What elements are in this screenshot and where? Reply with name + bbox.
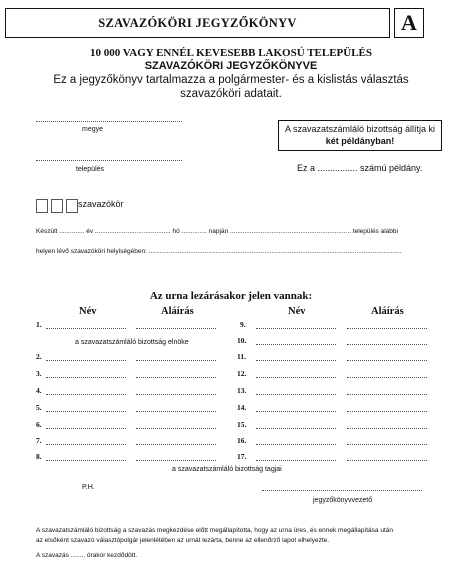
code-box-1[interactable] [36,199,48,213]
name-line[interactable] [256,411,336,412]
note-line-1: A szavazatszámláló bizottság állítja ki [284,124,436,134]
members-label: a szavazatszámláló bizottság tagjai [172,466,282,473]
row-number: 3. [36,369,42,378]
megye-label: megye [82,126,104,133]
name-line[interactable] [256,377,336,378]
footer-line-2: az elsőként szavazó választópolgár jelenlétében az urnát lezárta, benne az ellenőrző lapot elhelyezte. [36,537,330,544]
form-letter: A [401,10,417,35]
name-line[interactable] [46,360,126,361]
name-line[interactable] [256,460,336,461]
row-number: 2. [36,352,42,361]
instruction-note [278,120,442,151]
prepared-line-2: helyen lévő szavazóköri helyiségében: ............................................................................................................................................ [36,248,402,255]
signature-line[interactable] [136,428,216,429]
signature-line[interactable] [347,411,427,412]
voting-start-time[interactable]: A szavazás ........ órakor kezdődött. [36,552,138,559]
title-line-2: SZAVAZÓKÖRI JEGYZŐKÖNYVE [144,60,318,72]
signature-line[interactable] [347,444,427,445]
signature-line[interactable] [136,360,216,361]
code-box-2[interactable] [51,199,63,213]
name-line[interactable] [256,394,336,395]
name-line[interactable] [256,444,336,445]
signature-line[interactable] [136,460,216,461]
row-number: 10. [237,336,247,345]
signature-line[interactable] [136,411,216,412]
col-header-name-right: Név [288,306,306,317]
signature-line[interactable] [347,428,427,429]
presence-title: Az urna lezárásakor jelen vannak: [149,290,313,302]
name-line[interactable] [46,394,126,395]
row-number: 11. [237,352,246,361]
name-line[interactable] [46,328,126,329]
name-line[interactable] [256,360,336,361]
signature-line[interactable] [347,377,427,378]
telepules-label: település [76,166,105,173]
row-number: 13. [237,386,247,395]
col-header-signature-left: Aláírás [161,306,194,317]
row-number: 12. [237,369,247,378]
row-number: 14. [237,403,247,412]
name-line[interactable] [256,344,336,345]
name-line[interactable] [256,428,336,429]
row-number: 4. [36,386,42,395]
signature-line[interactable] [136,328,216,329]
name-line[interactable] [46,411,126,412]
row-number: 6. [36,420,42,429]
footer-line-1: A szavazatszámláló bizottság a szavazás megkezdése előtt megállapította, hogy az urna üres, és ennek megállapítása után [36,527,393,534]
footer-statement [36,526,436,546]
signature-line[interactable] [136,444,216,445]
row-number: 16. [237,436,247,445]
chair-label: a szavazatszámláló bizottság elnöke [75,339,189,346]
signature-line[interactable] [347,328,427,329]
row-number: 15. [237,420,247,429]
megye-input-line[interactable] [36,121,182,122]
row-number: 9. [240,320,246,329]
title-line-3: Ez a jegyzőkönyv tartalmazza a polgármester- és a kislistás választás [53,74,409,86]
form-title-box [5,8,390,38]
document-titles [0,47,462,101]
title-line-4: szavazóköri adatait. [180,88,282,100]
col-header-name-left: Név [79,306,97,317]
title-line-1: 10 000 VAGY ENNÉL KEVESEBB LAKOSÚ TELEPÜLÉS [89,47,372,59]
copy-number-field[interactable]: Ez a ................ számú példány. [297,163,423,173]
row-number: 8. [36,452,42,461]
prepared-line-1: Készült .............. év .......................................... hó .............. napján ................................................................... település alábbi [36,228,398,235]
form-letter-box [394,8,424,38]
polling-station-code-boxes[interactable] [36,199,78,213]
code-box-3[interactable] [66,199,78,213]
row-number: 17. [237,452,247,461]
telepules-input-line[interactable] [36,160,182,161]
signature-line[interactable] [347,394,427,395]
stamp-label: P.H. [82,484,95,491]
recorder-label: jegyzőkönyvvezető [313,497,373,504]
signature-line[interactable] [136,377,216,378]
name-line[interactable] [46,428,126,429]
col-header-signature-right: Aláírás [371,306,404,317]
form-title: SZAVAZÓKÖRI JEGYZŐKÖNYV [98,15,297,30]
signature-line[interactable] [136,394,216,395]
row-number: 5. [36,403,42,412]
note-line-2: két példányban! [325,136,395,146]
recorder-signature-line[interactable] [262,490,422,491]
name-line[interactable] [46,460,126,461]
szavazokor-label: szavazókör [78,199,124,209]
name-line[interactable] [46,377,126,378]
signature-line[interactable] [347,344,427,345]
name-line[interactable] [46,444,126,445]
row-number: 7. [36,436,42,445]
name-line[interactable] [256,328,336,329]
signature-line[interactable] [347,360,427,361]
signature-line[interactable] [347,460,427,461]
row-number: 1. [36,320,42,329]
